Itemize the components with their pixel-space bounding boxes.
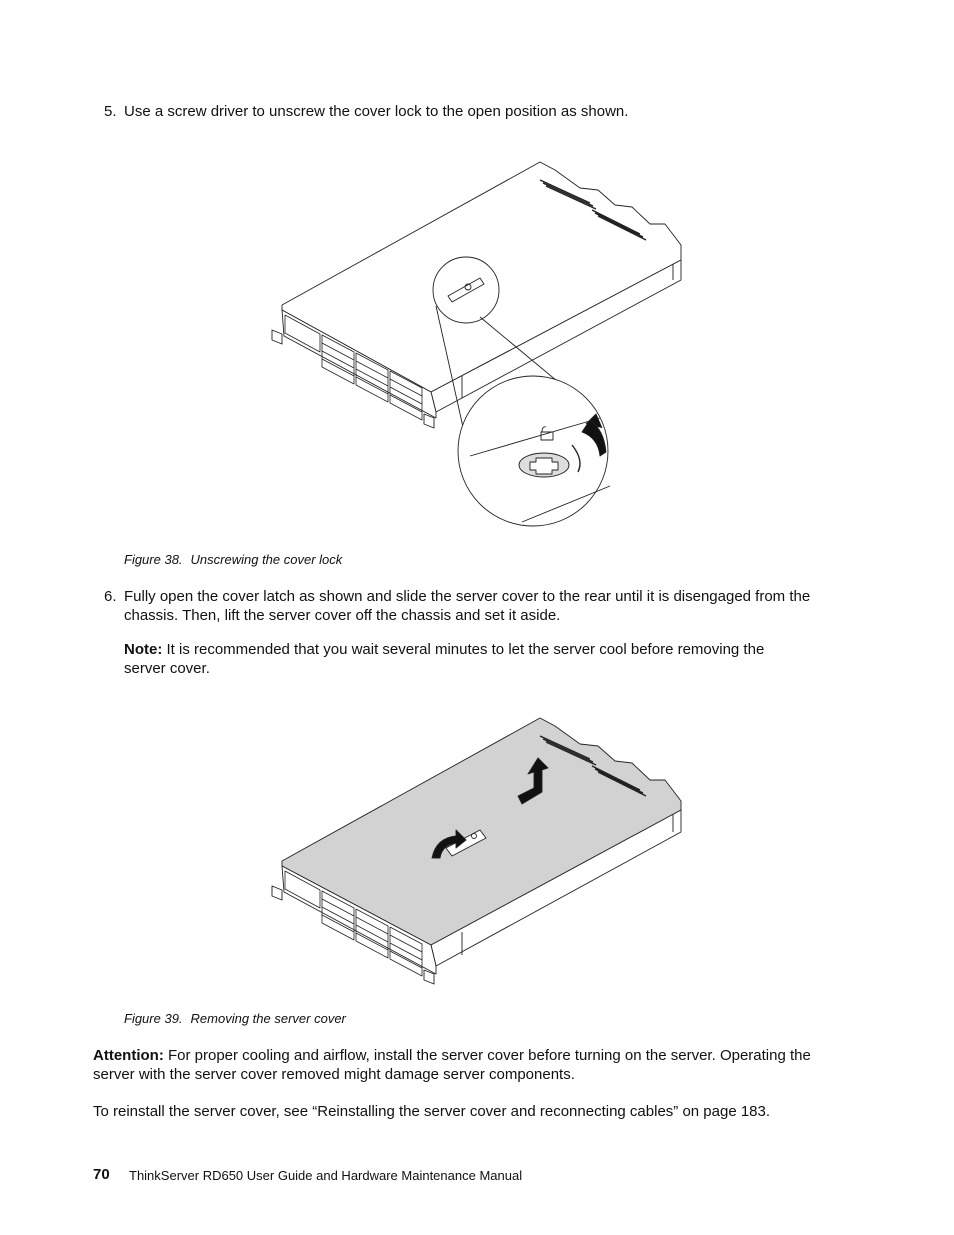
step-5-number: 5. (104, 103, 117, 120)
figure-39-label: Figure 39. (124, 1011, 183, 1026)
page-number: 70 (93, 1166, 110, 1183)
reinstall-reference: To reinstall the server cover, see “Reinstalling the server cover and reconnecting cables” on page 183. (93, 1103, 771, 1120)
attention-line1 (93, 1046, 811, 1066)
note-label: Note: (124, 641, 163, 658)
step-6-line2: chassis. Then, lift the server cover off the chassis and set it aside. (124, 607, 561, 624)
step-6-line1: Fully open the cover latch as shown and slide the server cover to the rear until it is disengaged from the (124, 588, 811, 605)
attention-label: Attention: (93, 1047, 164, 1064)
attention-line2: server with the server cover removed might damage server components. (93, 1066, 575, 1083)
figure-39-caption (124, 1011, 346, 1027)
figure-39-title: Removing the server cover (190, 1011, 346, 1026)
figure-38-title: Unscrewing the cover lock (190, 552, 343, 567)
attention-text: For proper cooling and airflow, install the server cover before turning on the server. Operating the (167, 1047, 811, 1064)
footer-title: ThinkServer RD650 User Guide and Hardware Maintenance Manual (129, 1168, 523, 1183)
note-text: It is recommended that you wait several minutes to let the server cool before removing the (166, 641, 765, 658)
step-6-number: 6. (104, 588, 117, 605)
figure-38-label: Figure 38. (124, 552, 183, 567)
note-line2: server cover. (124, 660, 210, 677)
step-5-text: Use a screw driver to unscrew the cover lock to the open position as shown. (124, 103, 629, 120)
